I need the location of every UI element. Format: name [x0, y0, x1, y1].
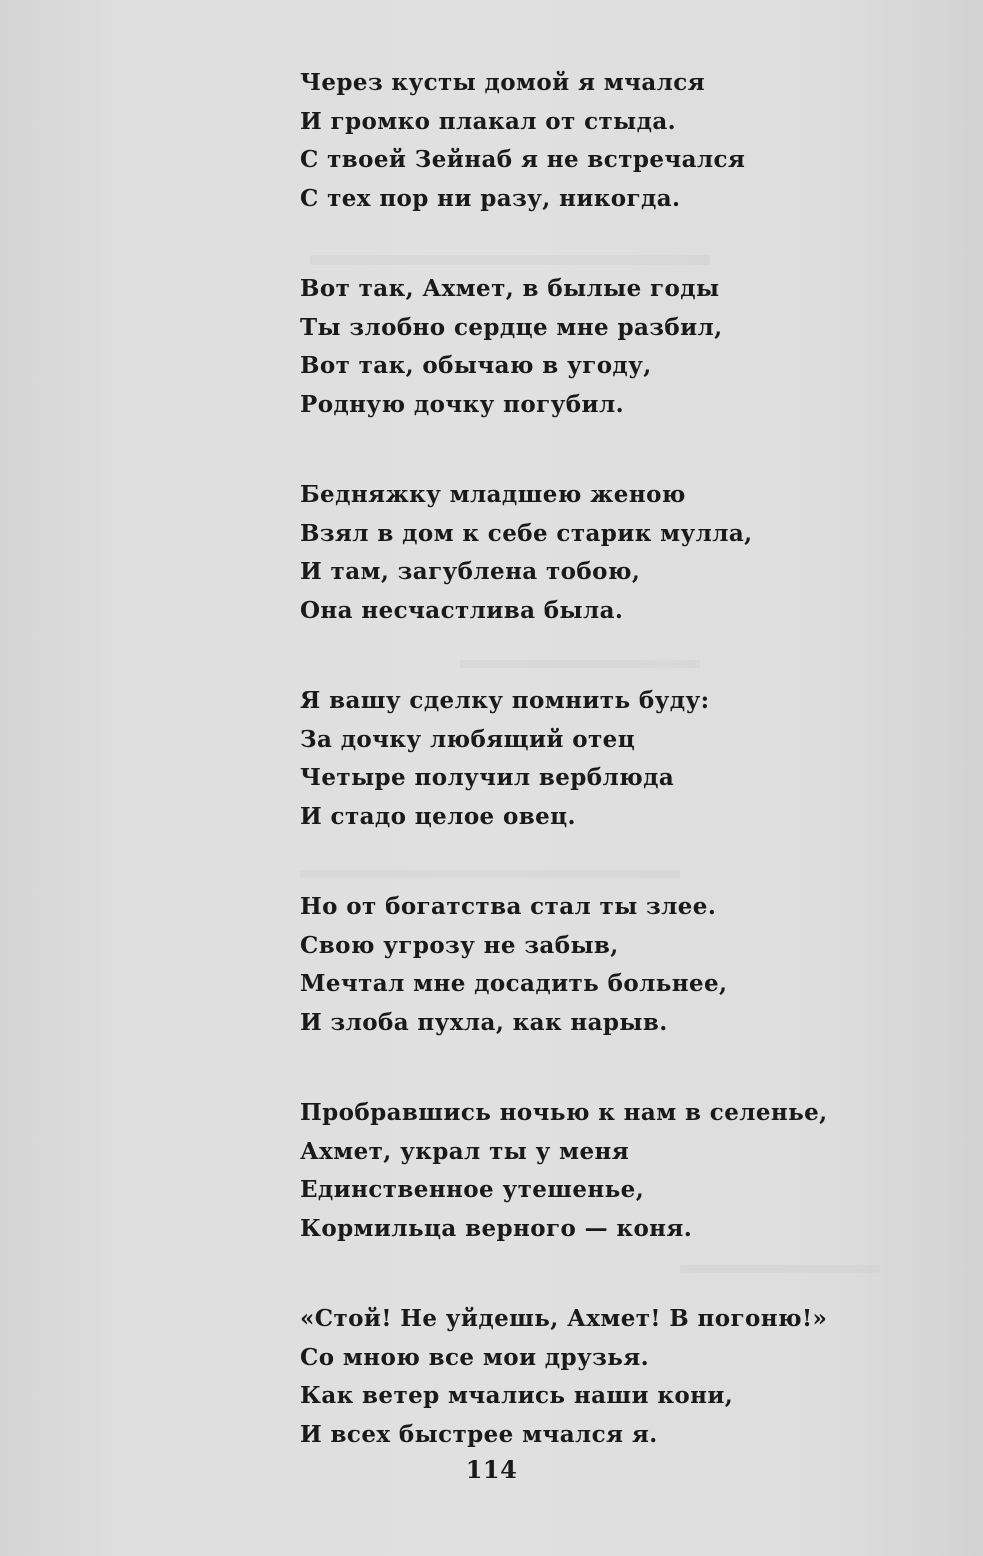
poem-line: И злоба пухла, как нарыв.	[300, 1008, 668, 1036]
stanza-2	[300, 270, 860, 424]
poem-line: И там, загублена тобою,	[300, 558, 641, 585]
poem-line: Пробравшись ночью к нам в селенье,	[300, 1099, 828, 1126]
poem-line: Как ветер мчались наши кони,	[300, 1382, 734, 1409]
stanza-3	[300, 476, 860, 630]
poem-line: С тех пор ни разу, никогда.	[300, 184, 681, 212]
poem-line: Я вашу сделку помнить буду:	[300, 687, 710, 714]
poem	[300, 64, 860, 1454]
poem-line: Она несчастлива была.	[300, 596, 624, 624]
poem-line: И стадо целое овец.	[300, 802, 576, 830]
poem-line: Кормильца верного — коня.	[300, 1214, 693, 1242]
poem-line: С твоей Зейнаб я не встречался	[300, 146, 746, 173]
poem-line: Через кусты домой я мчался	[300, 69, 706, 96]
poem-line: Ахмет, украл ты у меня	[300, 1137, 630, 1165]
page-number: 114	[465, 1455, 518, 1484]
poem-line: Взял в дом к себе старик мулла,	[300, 519, 753, 547]
poem-line: «Стой! Не уйдешь, Ахмет! В погоню!»	[300, 1305, 828, 1332]
stanza-5	[300, 888, 860, 1042]
poem-line: Вот так, Ахмет, в былые годы	[300, 275, 720, 302]
poem-line: Единственное утешенье,	[300, 1176, 645, 1203]
poem-line: Но от богатства стал ты злее.	[300, 893, 717, 920]
poem-line: За дочку любящий отец	[300, 725, 636, 753]
stanza-4	[300, 682, 860, 836]
poem-line: Мечтал мне досадить больнее,	[300, 970, 728, 997]
poem-line: Со мною все мои друзья.	[300, 1343, 650, 1371]
poem-line: Бедняжку младшею женою	[300, 481, 686, 508]
stanza-1	[300, 64, 860, 218]
stanza-6	[300, 1094, 860, 1248]
stanza-7	[300, 1300, 860, 1454]
poem-line: Свою угрозу не забыв,	[300, 931, 619, 959]
poem-line: И громко плакал от стыда.	[300, 107, 677, 135]
poem-line: И всех быстрее мчался я.	[300, 1420, 658, 1448]
poem-line: Четыре получил верблюда	[300, 764, 675, 791]
poem-line: Родную дочку погубил.	[300, 390, 624, 418]
poem-line: Ты злобно сердце мне разбил,	[300, 313, 723, 341]
poem-line: Вот так, обычаю в угоду,	[300, 352, 652, 379]
